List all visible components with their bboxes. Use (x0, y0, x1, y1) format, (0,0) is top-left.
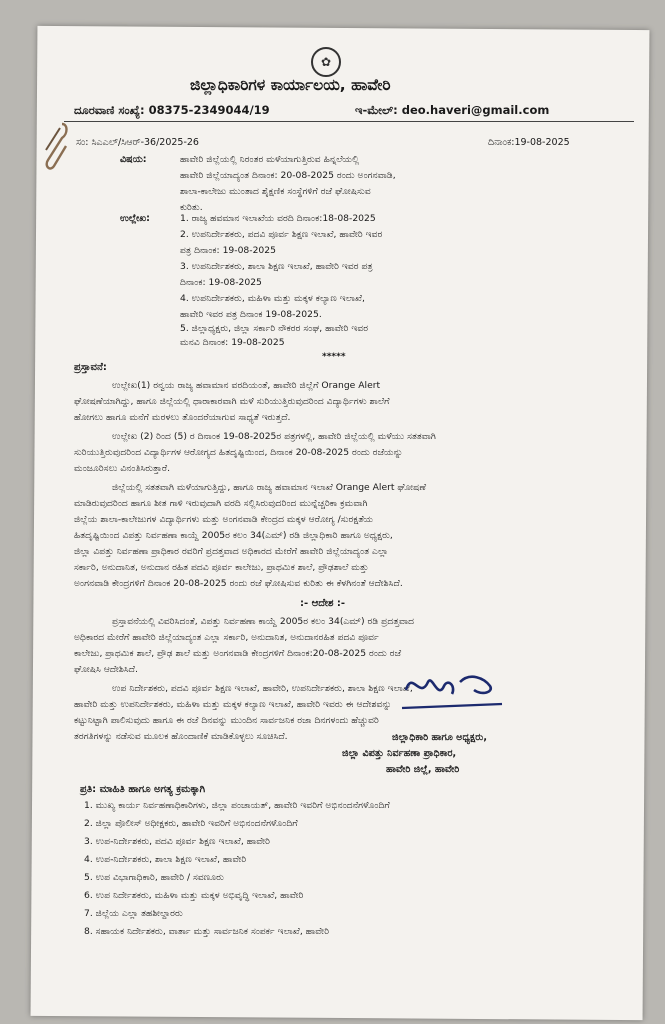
preamble-line: ಮಂಜೂರಿಸಲು ವಿನಂತಿಸಿರುತ್ತಾರೆ. (74, 463, 171, 474)
preamble-line: ಉಲ್ಲೇಖ (2) ರಿಂದ (5) ರ ದಿನಾಂಕ 19-08-2025ರ ಪತ್ರಗಳಲ್ಲಿ, ಹಾವೇರಿ ಜಿಲ್ಲೆಯಲ್ಲಿ ಮಳೆಯು ಸತತವಾಗಿ (112, 431, 436, 442)
preamble-line: ಮಾಡಿರುವುದರಿಂದ ಹಾಗೂ ಶೀತ ಗಾಳಿ ಇರುವುದಾಗಿ ವರದಿ ಸಲ್ಲಿಸಿರುವುದರಿಂದ ಮುನ್ನೆಚ್ಚರಿಕಾ ಕ್ರಮವಾಗಿ (74, 498, 368, 509)
subject-line: ಹಾವೇರಿ ಜಿಲ್ಲೆಯಲ್ಲಿ ನಿರಂತರ ಮಳೆಯಾಗುತ್ತಿರುವ ಹಿನ್ನಲೆಯಲ್ಲಿ (180, 154, 360, 165)
reference-line: ಮನವಿ ದಿನಾಂಕ: 19-08-2025 (180, 337, 285, 348)
subject-line: ಶಾಲಾ-ಕಾಲೇಜು ಮುಂತಾದ ಶೈಕ್ಷಣಿಕ ಸಂಸ್ಥೆಗಳಿಗೆ ರಜೆ ಘೋಷಿಸುವ (180, 186, 371, 197)
copy-recipient: 5. ಉಪ ವಿಭಾಗಾಧಿಕಾರಿ, ಹಾವೇರಿ / ಸವಣೂರು (84, 872, 224, 883)
signatory-location: ಹಾವೇರಿ ಜಿಲ್ಲೆ, ಹಾವೇರಿ (386, 764, 460, 775)
signatory-title: ಜಿಲ್ಲಾಧಿಕಾರಿ ಹಾಗೂ ಅಧ್ಯಕ್ಷರು, (392, 732, 487, 743)
preamble-line: ಅಂಗನವಾಡಿ ಕೇಂದ್ರಗಳಿಗೆ ದಿನಾಂಕ 20-08-2025 ರಂದು ರಜೆ ಘೋಷಿಸುವ ಕುರಿತು ಈ ಕೆಳಗಿನಂತೆ ಆದೇಶಿಸಿದೆ. (74, 578, 403, 589)
subject-line: ಹಾವೇರಿ ಜಿಲ್ಲೆಯಾದ್ಯಂತ ದಿನಾಂಕ: 20-08-2025 ರಂದು ಅಂಗನವಾಡಿ, (180, 170, 396, 181)
preamble-line: ಹೋಗಲು ಹಾಗೂ ಮನೆಗೆ ಮರಳಲು ತೊಂದರೆಯಾಗುವ ಸಾಧ್ಯತೆ ಇರುತ್ತದೆ. (74, 412, 291, 423)
copy-recipient: 3. ಉಪ-ನಿರ್ದೇಶಕರು, ಪದವಿ ಪೂರ್ವ ಶಿಕ್ಷಣ ಇಲಾಖೆ, ಹಾವೇರಿ (84, 836, 271, 847)
reference-line: 4. ಉಪನಿರ್ದೇಶಕರು, ಮಹಿಳಾ ಮತ್ತು ಮಕ್ಕಳ ಕಲ್ಯಾಣ ಇಲಾಖೆ, (180, 293, 365, 304)
copies-heading: ಪ್ರತಿ: ಮಾಹಿತಿ ಹಾಗೂ ಅಗತ್ಯ ಕ್ರಮಕ್ಕಾಗಿ (80, 784, 206, 795)
copy-recipient: 1. ಮುಖ್ಯ ಕಾರ್ಯ ನಿರ್ವಹಣಾಧಿಕಾರಿಗಳು, ಜಿಲ್ಲಾ ಪಂಚಾಯತ್, ಹಾವೇರಿ ಇವರಿಗೆ ಅಭಿನಂದನೆಗಳೊಂದಿಗೆ (84, 800, 390, 811)
reference-line: 5. ಜಿಲ್ಲಾಧ್ಯಕ್ಷರು, ಜಿಲ್ಲಾ ಸರ್ಕಾರಿ ನೌಕರರ ಸಂಘ, ಹಾವೇರಿ ಇವರ (180, 323, 369, 334)
preamble-line: ಹಿತದೃಷ್ಟಿಯಿಂದ ವಿಪತ್ತು ನಿರ್ವಹಣಾ ಕಾಯ್ದೆ 2005ರ ಕಲಂ 34(ಎಮ್) ರಡಿ ಜಿಲ್ಲಾಧಿಕಾರಿ ಹಾಗೂ ಅಧ್ಯಕ್ಷರು, (74, 530, 393, 541)
preamble-line: ಸರ್ಕಾರಿ, ಅನುದಾನಿತ, ಅನುದಾನ ರಹಿತ ಪದವಿ ಪೂರ್ವ ಕಾಲೇಜು, ಪ್ರಾಥಮಿಕ ಶಾಲೆ, ಪ್ರೌಢಶಾಲೆ ಮತ್ತು (74, 562, 369, 573)
order-line: ಪ್ರಸ್ತಾವನೆಯಲ್ಲಿ ವಿವರಿಸಿದಂತೆ, ವಿಪತ್ತು ನಿರ್ವಹಣಾ ಕಾಯ್ದೆ 2005ರ ಕಲಂ 34(ಎಮ್) ರಡಿ ಪ್ರದತ್ತವಾದ (112, 616, 415, 627)
order-line: ಉಪ ನಿರ್ದೇಶಕರು, ಪದವಿ ಪೂರ್ವ ಶಿಕ್ಷಣ ಇಲಾಖೆ, ಹಾವೇರಿ, ಉಪನಿರ್ದೇಶಕರು, ಶಾಲಾ ಶಿಕ್ಷಣ ಇಲಾಖೆ, (112, 683, 413, 694)
subject-line: ಕುರಿತು. (180, 202, 203, 213)
reference-line: ದಿನಾಂಕ: 19-08-2025 (180, 277, 262, 288)
order-line: ಹಾವೇರಿ ಮತ್ತು ಉಪನಿರ್ದೇಶಕರು, ಮಹಿಳಾ ಮತ್ತು ಮಕ್ಕಳ ಕಲ್ಯಾಣ ಇಲಾಖೆ, ಹಾವೇರಿ ಇವರು ಈ ಆದೇಶವನ್ನು (74, 699, 392, 710)
email-address: ಇ-ಮೇಲ್: deo.haveri@gmail.com (355, 103, 550, 117)
order-line: ಕಾಲೇಜು, ಪ್ರಾಥಮಿಕ ಶಾಲೆ, ಪ್ರೌಢ ಶಾಲೆ ಮತ್ತು ಅಂಗನವಾಡಿ ಕೇಂದ್ರಗಳಿಗೆ ದಿನಾಂಕ:20-08-2025 ರಂದು ರಜೆ (74, 648, 402, 659)
order-line: ತರಗತಿಗಳನ್ನು ನಡೆಸುವ ಮೂಲಕ ಹೊಂದಾಣಿಕೆ ಮಾಡಿಕೊಳ್ಳಲು ಸೂಚಿಸಿದೆ. (74, 731, 288, 742)
references-label: ಉಲ್ಲೇಖ: (120, 213, 150, 224)
reference-line: ಹಾವೇರಿ ಇವರ ಪತ್ರ ದಿನಾಂಕ 19-08-2025. (180, 309, 322, 320)
document-date: ದಿನಾಂಕ:19-08-2025 (488, 137, 570, 148)
preamble-line: ಉಲ್ಲೇಖ(1) ರನ್ವಯ ರಾಜ್ಯ ಹವಾಮಾನ ವರದಿಯಂತೆ, ಹಾವೇರಿ ಜಿಲ್ಲೆಗೆ Orange Alert (112, 380, 381, 391)
preamble-heading: ಪ್ರಸ್ತಾವನೆ: (74, 362, 107, 373)
order-heading: :- ಆದೇಶ :- (300, 598, 346, 609)
preamble-line: ಜಿಲ್ಲಾ ವಿಪತ್ತು ನಿರ್ವಹಣಾ ಪ್ರಾಧಿಕಾರ ರವರಿಗೆ ಪ್ರದತ್ತವಾದ ಅಧಿಕಾರದ ಮೇರೆಗೆ ಹಾವೇರಿ ಜಿಲ್ಲೆಯಾದ್ಯಂತ ಎಲ್ಲಾ (74, 546, 389, 557)
copy-recipient: 4. ಉಪ-ನಿರ್ದೇಶಕರು, ಶಾಲಾ ಶಿಕ್ಷಣ ಇಲಾಖೆ, ಹಾವೇರಿ (84, 854, 247, 865)
reference-line: ಪತ್ರ ದಿನಾಂಕ: 19-08-2025 (180, 245, 276, 256)
government-emblem-icon: ✿ (311, 47, 341, 77)
header-divider (64, 121, 634, 122)
order-line: ಘೋಷಿಸಿ ಆದೇಶಿಸಿದೆ. (74, 664, 138, 675)
signatory-authority: ಜಿಲ್ಲಾ ವಿಪತ್ತು ನಿರ್ವಹಣಾ ಪ್ರಾಧಿಕಾರ, (342, 748, 457, 759)
reference-line: 3. ಉಪನಿರ್ದೇಶಕರು, ಶಾಲಾ ಶಿಕ್ಷಣ ಇಲಾಖೆ, ಹಾವೇರಿ ಇವರ ಪತ್ರ (180, 261, 373, 272)
paper-clip-icon (40, 120, 72, 184)
preamble-line: ಸುರಿಯುತ್ತಿರುವುದರಿಂದ ವಿದ್ಯಾರ್ಥಿಗಳ ಆರೋಗ್ಯದ ಹಿತದೃಷ್ಟಿಯಿಂದ, ದಿನಾಂಕ 20-08-2025 ರಂದು ರಜೆಯನ್ನು (74, 447, 403, 458)
reference-line: 2. ಉಪನಿರ್ದೇಶಕರು, ಪದವಿ ಪೂರ್ವ ಶಿಕ್ಷಣ ಇಲಾಖೆ, ಹಾವೇರಿ ಇವರ (180, 229, 383, 240)
copy-recipient: 7. ಜಿಲ್ಲೆಯ ಎಲ್ಲಾ ತಹಶೀಲ್ದಾರರು (84, 908, 183, 919)
preamble-line: ಜಿಲ್ಲೆಯ ಶಾಲಾ-ಕಾಲೇಜುಗಳ ವಿದ್ಯಾರ್ಥಿಗಳು ಮತ್ತು ಅಂಗನವಾಡಿ ಕೇಂದ್ರದ ಮಕ್ಕಳ ಆರೋಗ್ಯ /ಸುರಕ್ಷತೆಯ (74, 514, 374, 525)
order-line: ಕಟ್ಟುನಿಟ್ಟಾಗಿ ಪಾಲಿಸುವುದು ಹಾಗೂ ಈ ರಜೆ ದಿನವನ್ನು ಮುಂದಿನ ಸಾರ್ವಜನಿಕ ರಜಾ ದಿನಗಳಂದು ಹೆಚ್ಚುವರಿ (74, 715, 379, 726)
office-title: ಜಿಲ್ಲಾಧಿಕಾರಿಗಳ ಕಾರ್ಯಾಲಯ, ಹಾವೇರಿ (190, 76, 391, 94)
copy-recipient: 2. ಜಿಲ್ಲಾ ಪೊಲೀಸ್ ಅಧೀಕ್ಷಕರು, ಹಾವೇರಿ ಇವರಿಗೆ ಅಭಿನಂದನೆಗಳೊಂದಿಗೆ (84, 818, 298, 829)
copy-recipient: 6. ಉಪ ನಿರ್ದೇಶಕರು, ಮಹಿಳಾ ಮತ್ತು ಮಕ್ಕಳ ಅಭಿವೃದ್ಧಿ ಇಲಾಖೆ, ಹಾವೇರಿ (84, 890, 304, 901)
reference-line: 1. ರಾಜ್ಯ ಹವಮಾನ ಇಲಾಖೆಯ ವರದಿ ದಿನಾಂಕ:18-08-2025 (180, 213, 376, 224)
order-line: ಅಧಿಕಾರದ ಮೇರೆಗೆ ಹಾವೇರಿ ಜಿಲ್ಲೆಯಾದ್ಯಂತ ಎಲ್ಲಾ ಸರ್ಕಾರಿ, ಅನುದಾನಿತ, ಅನುದಾನರಹಿತ ಪದವಿ ಪೂರ್ವ (74, 632, 379, 643)
signature-mark (398, 660, 508, 722)
separator-stars: ***** (322, 352, 346, 362)
phone-number: ದೂರವಾಣಿ ಸಂಖ್ಯೆ: 08375-2349044/19 (74, 103, 270, 117)
preamble-line: ಘೋಷಣೆಯಾಗಿದ್ದು, ಹಾಗೂ ಜಿಲ್ಲೆಯಲ್ಲಿ ಧಾರಾಕಾರವಾಗಿ ಮಳೆ ಸುರಿಯುತ್ತಿರುವುದರಿಂದ ವಿದ್ಯಾರ್ಥಿಗಳು ಶಾಲೆಗೆ (74, 396, 390, 407)
copy-recipient: 8. ಸಹಾಯಕ ನಿರ್ದೇಶಕರು, ವಾರ್ತಾ ಮತ್ತು ಸಾರ್ವಜನಿಕ ಸಂಪರ್ಕ ಇಲಾಖೆ, ಹಾವೇರಿ (84, 926, 330, 937)
reference-number: ಸಂ: ಸಿಎಎಲ್/ಸಿಆರ್-36/2025-26 (76, 137, 199, 148)
preamble-line: ಜಿಲ್ಲೆಯಲ್ಲಿ ಸತತವಾಗಿ ಮಳೆಯಾಗುತ್ತಿದ್ದು, ಹಾಗೂ ರಾಜ್ಯ ಹವಾಮಾನ ಇಲಾಖೆ Orange Alert ಘೋಷಣೆ (112, 482, 427, 493)
subject-label: ವಿಷಯ: (120, 154, 147, 165)
